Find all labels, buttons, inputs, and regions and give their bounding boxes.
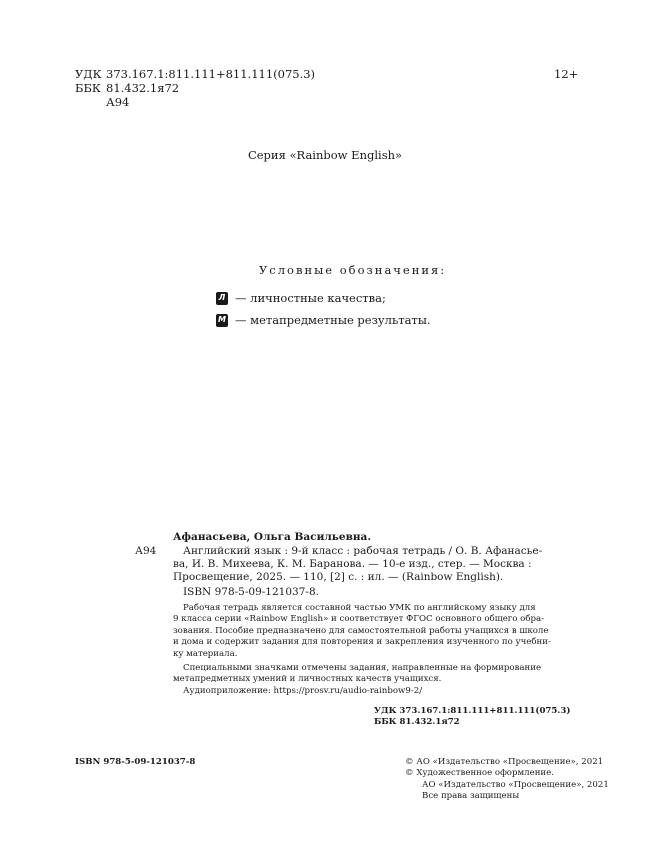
legend-item-metasubject bbox=[216, 313, 431, 327]
special-line: Специальными значками отмечены задания, направленные на формирование bbox=[183, 663, 542, 673]
special-marks-note bbox=[173, 663, 542, 686]
personal-qualities-icon: Л bbox=[216, 292, 228, 305]
annotation-line: ку материала. bbox=[173, 648, 238, 659]
legend-item-text: — метапредметные результаты. bbox=[235, 313, 431, 327]
legend-item-personal bbox=[216, 291, 386, 305]
age-rating-badge: 12+ bbox=[554, 67, 579, 81]
audio-appendix: Аудиоприложение: https://prosv.ru/audio-rainbow9-2/ bbox=[183, 686, 423, 696]
udk-line bbox=[75, 67, 315, 81]
record-bbk: ББК 81.432.1я72 bbox=[374, 717, 460, 727]
copyright-line: © Художественное оформление. bbox=[405, 768, 554, 779]
bib-line: ва, И. В. Михеева, К. М. Баранова. — 10-е изд., стер. — Москва : bbox=[173, 558, 532, 570]
copyright-line: © АО «Издательство «Просвещение», 2021 bbox=[405, 757, 604, 767]
footer-isbn: ISBN 978-5-09-121037-8 bbox=[75, 757, 196, 767]
record-code: А94 bbox=[135, 545, 157, 557]
bbk-line bbox=[75, 81, 179, 95]
annotation-line: 9 класса серии «Rainbow English» и соответствует ФГОС основного общего обра- bbox=[173, 614, 545, 625]
udk-label: УДК bbox=[75, 67, 102, 81]
bibliographic-description bbox=[173, 545, 543, 584]
udk-value: 373.167.1:811.111+811.111(075.3) bbox=[106, 67, 316, 81]
special-line: метапредметных умений и личностных качеств учащихся. bbox=[173, 674, 442, 685]
author-mark: А94 bbox=[106, 95, 130, 109]
bib-line: Просвещение, 2025. — 110, [2] с. : ил. — (Rainbow English). bbox=[173, 571, 504, 583]
annotation-line: Рабочая тетрадь является составной частью УМК по английскому языку для bbox=[183, 603, 536, 613]
series-title: Серия «Rainbow English» bbox=[247, 148, 403, 162]
record-udk: УДК 373.167.1:811.111+811.111(075.3) bbox=[374, 706, 571, 716]
metasubject-results-icon: М bbox=[216, 314, 228, 327]
copyright-line: Все права защищены bbox=[422, 791, 520, 802]
bbk-label: ББК bbox=[75, 81, 101, 95]
author-heading: Афанасьева, Ольга Васильевна. bbox=[173, 531, 372, 543]
annotation-line: и дома и содержит задания для повторения и закрепления изученного по учебни- bbox=[173, 637, 551, 648]
annotation bbox=[173, 603, 551, 660]
bib-line: Английский язык : 9-й класс : рабочая тетрадь / О. В. Афанасье- bbox=[183, 545, 543, 557]
copyright-block bbox=[405, 757, 609, 803]
copyright-line: АО «Издательство «Просвещение», 2021 bbox=[422, 779, 609, 790]
bbk-value: 81.432.1я72 bbox=[106, 81, 180, 95]
record-isbn: ISBN 978-5-09-121037-8. bbox=[183, 586, 319, 598]
annotation-line: зования. Пособие предназначено для самостоятельной работы учащихся в школе bbox=[173, 625, 549, 636]
legend-item-text: — личностные качества; bbox=[235, 291, 386, 305]
legend-title: Условные обозначения: bbox=[259, 263, 447, 277]
